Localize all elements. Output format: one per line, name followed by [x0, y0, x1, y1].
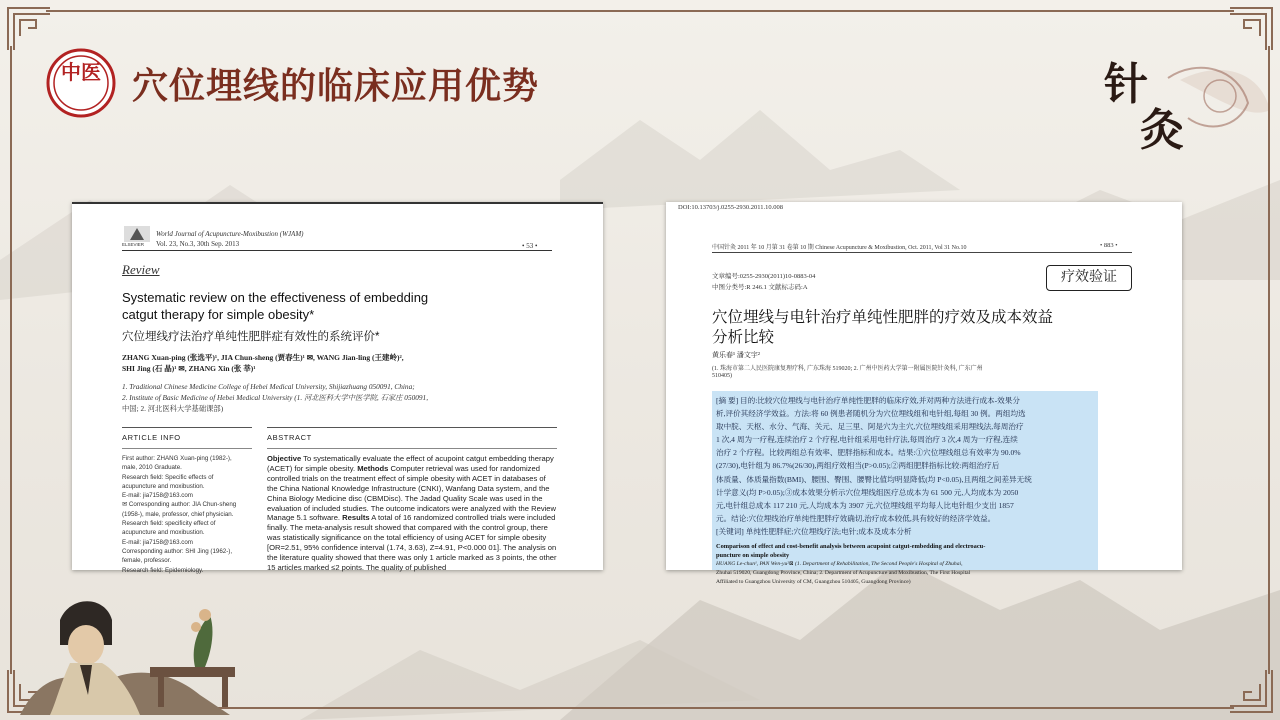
abstract-line: 计学意义(均 P>0.05);③成本效果分析示穴位埋线组医疗总成本为 61 500 元,人均成本为 2050: [716, 487, 1019, 497]
frame-corner-top-left: [6, 6, 52, 52]
ancient-physician-illustration: [0, 575, 270, 720]
paper-chinese-acupuncture: [666, 202, 1182, 585]
doc2-title-line1: 穴位埋线与电针治疗单纯性肥胖的疗效及成本效益: [712, 309, 1054, 326]
doc1-affiliation-3: 中国; 2. 河北医科大学基础课部): [122, 404, 224, 413]
doc1-article-info: [122, 454, 252, 575]
doc1-header-rule: [122, 250, 552, 251]
doc2-english-authors-line3: Affiliated to Guangzhou University of CM, Guangzhou 510405, Guangdong Province): [716, 579, 911, 585]
doc2-header-rule: [712, 252, 1132, 253]
abstract-line: 元。结论:穴位埋线治疗单纯性肥胖疗效确切,治疗成本较低,具有较好的经济学效益。: [716, 513, 996, 523]
doc2-classification: 中图分类号:R 246.1 文献标志码:A: [712, 284, 808, 291]
keywords-line: [关键词] 单纯性肥胖症;穴位埋线疗法;电针;成本及成本分析: [716, 526, 912, 536]
info-line: male, 2010 Graduate.: [122, 464, 182, 472]
doc1-info-divider: [122, 448, 252, 449]
doc2-english-authors-line1: HUANG Le-chun¹, PAN Wen-yu²⊠ (1. Department of Rehabilitation, The Second People's Hospital of Zhuhai,: [716, 561, 963, 567]
abstract-line: 1 次,4 周为一疗程,连续治疗 2 个疗程,电针组采用电针疗法,每周治疗 3 次,4 周为一疗程,连续: [716, 435, 1018, 445]
doc1-title-line1: Systematic review on the effectiveness of embedding: [122, 290, 429, 305]
doc1-affiliation-2: 2. Institute of Basic Medicine of Hebei Medical University (1. 河北医科大学中医学院, 石家庄 050091,: [122, 393, 429, 402]
doc1-title-chinese: 穴位埋线疗法治疗单纯性肥胖症有效性的系统评价*: [122, 331, 380, 343]
doc2-affiliation-1: (1. 珠海市第二人民医院康复理疗科, 广东珠海 519020; 2. 广州中医药大学第一附属医院针灸科, 广东广州: [712, 366, 983, 372]
doc2-article-number: 文章编号:0255-2930(2011)10-0883-04: [712, 273, 816, 280]
doc2-page-number: • 883 •: [1100, 242, 1118, 249]
doc1-section-label: Review: [122, 262, 160, 277]
frame-right-border: [1268, 46, 1270, 674]
doc1-journal-name: World Journal of Acupuncture-Moxibustion (WJAM): [156, 230, 304, 238]
doc2-english-authors-line2: Zhuhai 519020, Guangdong Province, China; 2. Department of Acupuncture and Moxibustion, The First Hospital: [716, 570, 971, 576]
abstract-results: A total of 16 randomized controlled trials were included finally. The meta-analysis result showed that compared with the control group, there was statistically significance on the total efficiency of using ACET for simple obesity [OR=2.51, 95% confidence interval (1.74, 3.63), Z=4.91, P<0.000 01]. The analysis on the literature quality showed that there was only 1 article marked as 3 points, the other 15 articles marked ≤2 points. The quality of published: [267, 513, 557, 572]
frame-corner-top-right: [1228, 6, 1274, 52]
zhenjiu-calligraphy: [1098, 48, 1258, 158]
doc1-page-number: • 53 •: [522, 242, 538, 250]
doc2-journal-header: 中国针灸 2011 年 10 月第 31 卷第 10 期 Chinese Acupuncture & Moxibustion, Oct. 2011, Vol 31 No.10: [712, 245, 967, 251]
doc2-title-line2: 分析比较: [712, 329, 775, 346]
info-line: acupuncture and moxibustion.: [122, 482, 205, 490]
paper-wjam: [72, 202, 603, 574]
info-line: E-mail: jia7158@163.com: [122, 538, 193, 546]
abstract-line: 治疗 2 个疗程。比较两组总有效率、肥胖指标和成本。结果:①穴位埋线组总有效率为 90.0%: [716, 448, 1021, 458]
doc1-journal-volume: Vol. 23, No.3, 30th Sep. 2013: [156, 240, 240, 248]
abstract-results-label: Results: [342, 513, 370, 523]
doc2-english-title-line2: puncture on simple obesity: [716, 552, 790, 559]
abstract-line: 取中脘、天枢、水分、气海、关元、足三里、阿是穴为主穴,穴位埋线组采用埋线法,每周治疗: [716, 422, 1024, 432]
abstract-line: 元,电针组总成本 117 210 元,人均成本为 3907 元,穴位埋线组平均每人比电针组少支出 1857: [716, 500, 1014, 510]
doc2-authors: 黄乐春¹ 潘文宇²: [712, 351, 760, 359]
info-line: Research field: Specific effects of: [122, 473, 214, 481]
info-line: Corresponding author: SHI Jing (1962-),: [122, 547, 233, 555]
doc1-top-rule: [72, 202, 603, 204]
doc2-english-title-line1: Comparison of effect and cost-benefit analysis between acupoint catgut-embedding and electroacu-: [716, 543, 986, 550]
brand-char-jiu: 灸: [1140, 106, 1184, 155]
efficacy-stamp: 疗效验证: [1046, 265, 1132, 291]
info-line: female, professor.: [122, 557, 172, 565]
abstract-methods: Computer retrieval was used for randomized controlled trials on the treatment effect of simple obesity with ACET in databases of the China National Knowledge Infrastructure (CNKI), Wanfang Data system, and the China Biology Medicine disc (CBMDisc). The Jadad Quality Scale was used in the evaluation of included studies. The outcome indicators were analyzed with the Review Manage 5.1 software.: [267, 463, 557, 523]
doc2-affiliation-2: 510405): [712, 373, 732, 379]
brand-char-zhen: 针: [1104, 60, 1148, 109]
doc2-doi: DOI:10.13703/j.0255-2930.2011.10.008: [678, 204, 784, 211]
doc1-article-info-heading: ARTICLE INFO: [122, 433, 181, 442]
abstract-methods-label: Methods: [357, 463, 389, 473]
info-line: Research field: Epidemiology.: [122, 566, 204, 574]
doc1-info-rule: [122, 427, 252, 428]
abstract-line: 析,评价其经济学效益。方法:将 60 例患者随机分为穴位埋线组和电针组,每组 30 例。两组均选: [716, 409, 1026, 419]
logo-text: 中医: [61, 60, 101, 84]
info-line: First author: ZHANG Xuan-ping (1982-),: [122, 455, 232, 462]
slide-title: 穴位埋线的临床应用优势: [132, 66, 540, 107]
doc1-abstract-body: [267, 454, 557, 573]
info-line: ✉ Corresponding author: JIA Chun-sheng: [122, 501, 237, 509]
frame-corner-bottom-right: [1228, 668, 1274, 714]
info-line: E-mail: jia7158@163.com: [122, 492, 193, 500]
abstract-line: [摘 要] 目的:比较穴位埋线与电针治疗单纯性肥胖的临床疗效,并对两种方法进行成本-效果分: [716, 396, 1020, 405]
info-line: Research field: specificity effect of: [122, 520, 216, 528]
abstract-objective-label: Objective: [267, 454, 302, 463]
doc2-abstract-body: [716, 394, 1096, 538]
doc1-abstract-divider: [267, 448, 557, 449]
doc1-abstract-heading: ABSTRACT: [267, 433, 312, 442]
doc1-affiliation-1: 1. Traditional Chinese Medicine College of Hebei Medical University, Shijiazhuang 050091, China;: [122, 382, 415, 391]
abstract-line: 体质量、体质量指数(BMI)、腰围、臀围、腰臀比值均明显降低(均 P<0.05),且两组之间差异无统: [716, 474, 1032, 484]
doc1-abstract-rule: [267, 427, 557, 428]
abstract-line: (27/30),电针组为 86.7%(26/30),两组疗效相当(P>0.05);②两组肥胖指标比较:两组治疗后: [716, 461, 1000, 471]
doc1-authors-line2: SHI Jing (石 晶)¹ ✉, ZHANG Xin (张 莘)¹: [122, 364, 256, 373]
doc1-title-line2: catgut therapy for simple obesity*: [122, 307, 315, 322]
info-line: (1958-), male, professor, chief physician.: [122, 510, 234, 518]
abstract-objective: To systematically evaluate the effect of acupoint catgut embedding therapy (ACET) for simple obesity.: [267, 454, 554, 473]
doc1-authors-line1: ZHANG Xuan-ping (张选平)¹, JIA Chun-sheng (贾春生)¹ ✉, WANG Jian-ling (王建岭)²,: [122, 353, 404, 362]
doc1-publisher: ELSEVIER: [122, 242, 145, 247]
info-line: acupuncture and moxibustion.: [122, 529, 205, 537]
frame-top-border: [46, 10, 1234, 12]
tcm-logo: [46, 48, 116, 118]
